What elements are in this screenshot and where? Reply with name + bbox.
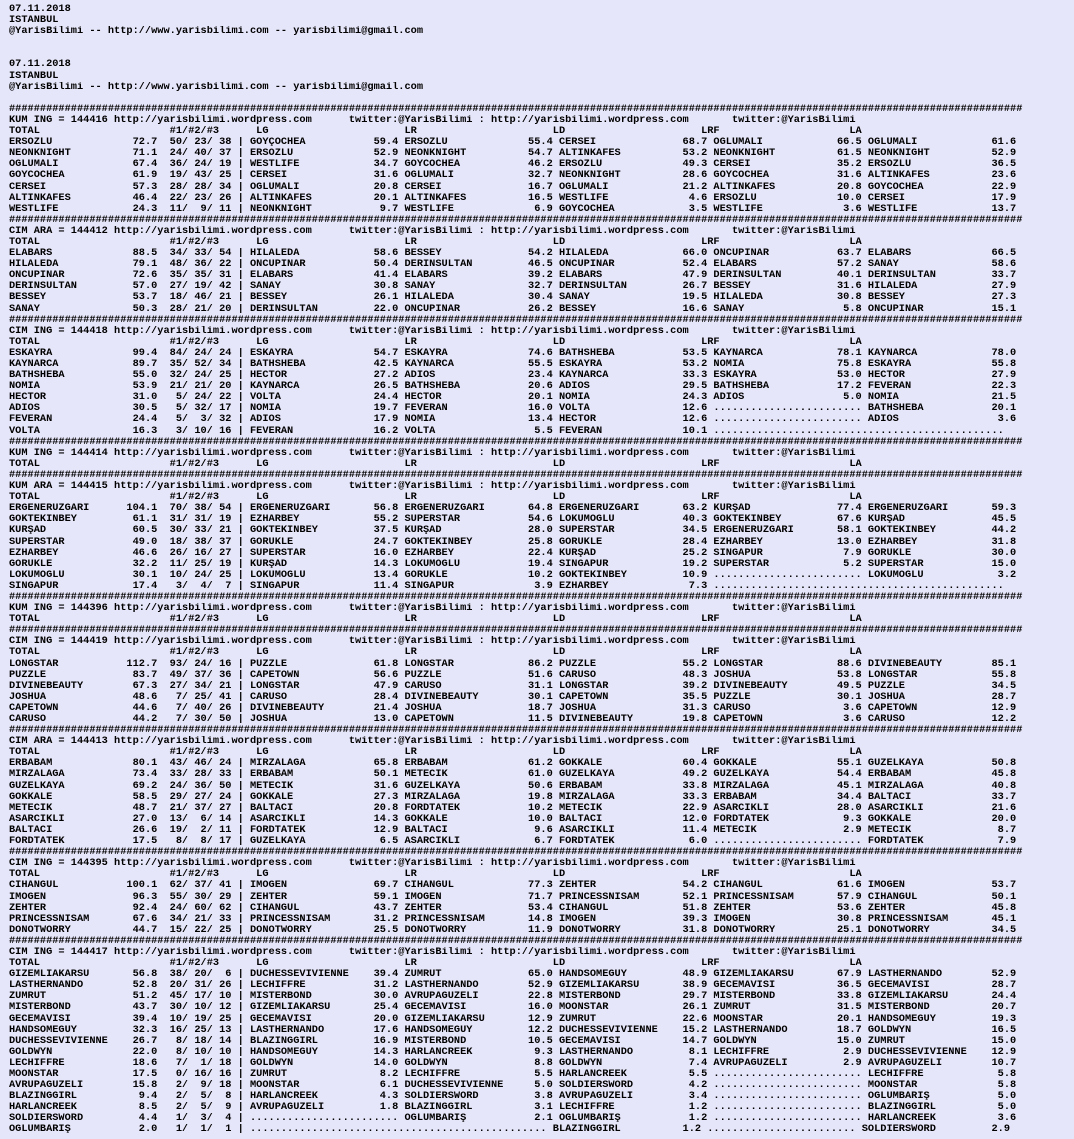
report-line: IMOGEN 96.3 55/ 30/ 29 | ZEHTER 59.1 IMOGEN 71.7 PRINCESSNİSAM 52.1 PRINCESSNİSAM 57.9 CİHANGÜL 50.1 xyxy=(9,891,1017,903)
report-line: ZÜMRÜT 51.2 45/ 17/ 10 | MISTERBOND 30.0 AVRUPAGÜZELİ 22.8 MISTERBOND 29.7 MISTERBOND 33.8 GİZEMLİAKARSU 24.4 xyxy=(9,991,1017,1003)
separator-line: #################################################################################################################################################################### xyxy=(9,214,1023,226)
report-line: SİNGAPUR 17.4 3/ 4/ 7 | SİNGAPUR 11.4 SİNGAPUR 3.9 EZHARBEY 7.3 ............................................... xyxy=(9,580,1004,592)
report-line: CERSEI 57.3 28/ 28/ 34 | OGLUMALİ 20.8 CERSEI 16.7 OGLUMALİ 21.2 ALTINKAFES 20.8 GOYCOCHEA 22.9 xyxy=(9,181,1017,193)
report-line: CAPETOWN 44.6 7/ 40/ 26 | DIVINEBEAUTY 21.4 JOSHUA 18.7 JOSHUA 31.3 CARUSO 3.6 CAPETOWN 12.9 xyxy=(9,702,1017,714)
report-line: HARLANCREEK 8.5 2/ 5/ 9 | AVRUPAGÜZELİ 1.8 BLAZINGGIRL 3.1 LECHIFFRE 1.2 ........................ BLAZINGGIRL 5.0 xyxy=(9,1102,1017,1114)
race-header-line: CIM ING = 144418 http://yarisbilimi.wordpress.com twitter:@YarisBilimi : http://yarisbilimi.wordpress.com twitter:@YarisBilimi xyxy=(9,325,856,337)
date-line: 07.11.2018 xyxy=(9,59,71,71)
report-line: BLAZINGGIRL 9.4 2/ 5/ 8 | HARLANCREEK 4.3 SOLDIERSWORD 3.8 AVRUPAGÜZELİ 3.4 ........................ OGLUMBARIŞ 5.0 xyxy=(9,1091,1017,1103)
report-line: WESTLIFE 24.3 11/ 9/ 11 | NEONKNIGHT 9.7 WESTLIFE 6.9 GOYCOCHEA 3.5 WESTLIFE 3.6 WESTLIFE 13.7 xyxy=(9,203,1017,215)
report-line: ERBABAM 80.1 43/ 46/ 24 | MIRZALAGA 65.8 ERBABAM 61.2 GÖKKALE 60.4 GÖKKALE 55.1 GÜZELKAYA 50.8 xyxy=(9,758,1017,770)
report-line: ISTANBUL xyxy=(9,15,59,27)
column-header-line: TOTAL #1/#2/#3 LG LR LD LRF LA xyxy=(9,336,862,348)
report-line: GOYCOCHEA 61.9 19/ 43/ 25 | CERSEI 31.6 OGLUMALİ 32.7 NEONKNIGHT 28.6 GOYCOCHEA 31.6 ALTINKAFES 23.6 xyxy=(9,170,1017,182)
race-header-line: KUM ING = 144414 http://yarisbilimi.wordpress.com twitter:@YarisBilimi : http://yarisbilimi.wordpress.com twitter:@YarisBilimi xyxy=(9,447,856,459)
report-line: MOONSTAR 17.5 0/ 16/ 16 | ZÜMRÜT 8.2 LECHIFFRE 5.5 HARLANCREEK 5.5 ........................ LECHIFFRE 5.8 xyxy=(9,1069,1017,1080)
report-line: CARUSO 44.2 7/ 30/ 50 | JOSHUA 13.0 CAPETOWN 11.5 DIVINEBEAUTY 19.8 CAPETOWN 3.6 CARUSO 12.2 xyxy=(9,714,1017,725)
report-line: HİLALEDA 79.1 48/ 36/ 22 | ONCUPINAR 50.4 DERİNSULTAN 46.5 ONCUPINAR 52.4 ELABARS 57.2 SANAY 58.6 xyxy=(9,259,1017,271)
report-line: ONCUPINAR 72.6 35/ 35/ 31 | ELABARS 41.4 ELABARS 39.2 ELABARS 47.9 DERİNSULTAN 40.1 DERİNSULTAN 33.7 xyxy=(9,270,1017,282)
race-header-line: CIM ING = 144419 http://yarisbilimi.wordpress.com twitter:@YarisBilimi : http://yarisbilimi.wordpress.com twitter:@YarisBilimi xyxy=(9,636,856,648)
separator-line: #################################################################################################################################################################### xyxy=(9,436,1023,448)
report-line: FEVERAN 24.4 5/ 3/ 32 | ADIOS 17.9 NOMIA 13.4 HECTOR 12.6 ........................ ADIOS 3.6 xyxy=(9,414,1017,426)
column-header-line: TOTAL #1/#2/#3 LG LR LD LRF LA xyxy=(9,458,862,470)
report-line: GİZEMLİAKARSU 56.8 38/ 20/ 6 | DUCHESSEVIVIENNE 39.4 ZÜMRÜT 65.0 HANDSOMEGUY 48.9 GİZEMLİAKARSU 67.9 LASTHERNANDO 52.9 xyxy=(9,969,1017,981)
date-line: 07.11.2018 xyxy=(9,4,71,15)
contact-line: @YarisBilimi -- http://www.yarisbilimi.com -- yarisbilimi@gmail.com xyxy=(9,81,424,93)
report-line: LONGSTAR 112.7 93/ 24/ 16 | PUZZLE 61.8 LONGSTAR 86.2 PUZZLE 55.2 LONGSTAR 88.6 DIVINEBEAUTY 85.1 xyxy=(9,658,1017,670)
report-line: NOMIA 53.9 21/ 21/ 20 | KAYNARCA 26.5 BATHSHEBA 20.6 ADIOS 29.5 BATHSHEBA 17.2 FEVERAN 22.3 xyxy=(9,381,1017,393)
report-line: BATHSHEBA 55.0 32/ 24/ 25 | HECTOR 27.2 ADIOS 23.4 KAYNARCA 33.3 ESKAYRA 53.0 HECTOR 27.9 xyxy=(9,370,1017,382)
report-line: HECTOR 31.0 5/ 24/ 22 | VOLTA 24.4 HECTOR 20.1 NOMIA 24.3 ADIOS 5.0 NOMIA 21.5 xyxy=(9,392,1017,404)
contact-line: @YarisBilimi -- http://www.yarisbilimi.com -- yarisbilimi@gmail.com xyxy=(9,26,424,38)
separator-line: #################################################################################################################################################################### xyxy=(9,847,1023,859)
report-line: KURŞAD 60.5 30/ 33/ 21 | GÖKTEKİNBEY 37.5 KURŞAD 28.0 SÜPERSTAR 34.5 ERGENERÜZGARI 58.1 GÖKTEKİNBEY 44.2 xyxy=(9,525,1017,537)
report-line: PUZZLE 83.7 49/ 37/ 36 | CAPETOWN 56.6 PUZZLE 51.6 CARUSO 48.3 JOSHUA 53.8 LONGSTAR 55.8 xyxy=(9,669,1017,681)
report-line: SANAY 50.3 28/ 21/ 20 | DERİNSULTAN 22.0 ONCUPINAR 26.2 BESSEY 16.6 SANAY 5.8 ONCUPINAR 15.1 xyxy=(9,303,1017,315)
report-line: HANDSOMEGUY 32.3 16/ 25/ 13 | LASTHERNANDO 17.6 HANDSOMEGUY 12.2 DUCHESSEVIVIENNE 15.2 LASTHERNANDO 18.7 GOLDWYN 16.5 xyxy=(9,1024,1017,1036)
race-header-line: KUM ING = 144396 http://yarisbilimi.wordpress.com twitter:@YarisBilimi : http://yarisbilimi.wordpress.com twitter:@YarisBilimi xyxy=(9,603,856,615)
report-line: KAYNARCA 89.7 35/ 52/ 34 | BATHSHEBA 42.5 KAYNARCA 55.5 ESKAYRA 53.2 NOMIA 75.8 ESKAYRA 55.8 xyxy=(9,359,1017,370)
report-line: ALTINKAFES 46.4 22/ 23/ 26 | ALTINKAFES 20.1 ALTINKAFES 16.5 WESTLIFE 4.6 ERSÖZLÜ 10.0 CERSEI 17.9 xyxy=(9,192,1017,204)
report-line: EZHARBEY 46.6 26/ 16/ 27 | SÜPERSTAR 16.0 EZHARBEY 22.4 KURŞAD 25.2 SİNGAPUR 7.9 GÖRÜKLE 30.0 xyxy=(9,547,1017,559)
report-line: ASARCIKLI 27.0 13/ 6/ 14 | ASARCIKLI 14.3 GÖKKALE 10.0 BALTACI 12.0 FORDTATEK 9.3 GÖKKALE 20.0 xyxy=(9,813,1017,825)
report-line: PRINCESSNİSAM 67.6 34/ 21/ 33 | PRINCESSNİSAM 31.2 PRINCESSNİSAM 14.8 IMOGEN 39.3 IMOGEN 30.8 PRINCESSNİSAM 45.1 xyxy=(9,913,1017,925)
report-line: DERİNSULTAN 57.0 27/ 19/ 42 | SANAY 30.8 SANAY 32.7 DERİNSULTAN 26.7 BESSEY 31.6 HİLALEDA 27.9 xyxy=(9,281,1017,293)
blank-line xyxy=(9,48,1074,59)
separator-line: #################################################################################################################################################################### xyxy=(9,103,1023,115)
column-header-line: TOTAL #1/#2/#3 LG LR LD LRF LA xyxy=(9,958,862,970)
report-line: ERGENERÜZGARI 104.1 70/ 38/ 54 | ERGENERÜZGARI 56.8 ERGENERÜZGARI 64.8 ERGENERÜZGARI 63.2 KURŞAD 77.4 ERGENERÜZGARI 59.3 xyxy=(9,503,1017,515)
report-line: MISTERBOND 43.7 30/ 10/ 12 | GİZEMLİAKARSU 25.4 GECEMAVİSİ 16.0 MOONSTAR 26.1 ZÜMRÜT 31.5 MISTERBOND 20.7 xyxy=(9,1002,1017,1014)
report-line: ESKAYRA 99.4 84/ 24/ 24 | ESKAYRA 54.7 ESKAYRA 74.6 BATHSHEBA 53.5 KAYNARCA 78.1 KAYNARCA 78.0 xyxy=(9,347,1017,359)
report-line: SÜPERSTAR 49.0 18/ 38/ 37 | GÖRÜKLE 24.7 GÖKTEKİNBEY 25.8 GÖRÜKLE 28.4 EZHARBEY 13.0 EZHARBEY 31.8 xyxy=(9,536,1017,548)
race-header-line: KUM ARA = 144415 http://yarisbilimi.wordpress.com twitter:@YarisBilimi : http://yarisbilimi.wordpress.com twitter:@YarisBilimi xyxy=(9,481,856,493)
report-line: OGLUMBARIŞ 2.0 1/ 1/ 1 | ................................................ BLAZINGGIRL 1.2 ........................ SOLDIERSWORD 2.9 xyxy=(9,1124,1011,1136)
report-line: FORDTATEK 17.5 8/ 8/ 17 | GÜZELKAYA 6.5 ASARCIKLI 6.7 FORDTATEK 6.0 ........................ FORDTATEK 7.9 xyxy=(9,836,1017,848)
report-line: ZEHTER 92.4 24/ 60/ 62 | CİHANGÜL 43.7 ZEHTER 53.4 CİHANGÜL 51.8 ZEHTER 53.6 ZEHTER 45.8 xyxy=(9,902,1017,914)
report-line: GÖRÜKLE 32.2 11/ 25/ 19 | KURŞAD 14.3 LOKUMOGLU 19.4 SİNGAPUR 19.2 SÜPERSTAR 5.2 SÜPERSTAR 15.0 xyxy=(9,558,1017,570)
race-header-line: CIM ARA = 144412 http://yarisbilimi.wordpress.com twitter:@YarisBilimi : http://yarisbilimi.wordpress.com twitter:@YarisBilimi xyxy=(9,225,856,237)
report-line: MIRZALAGA 73.4 33/ 28/ 33 | ERBABAM 50.1 METECİK 61.0 GÜZELKAYA 49.2 GÜZELKAYA 54.4 ERBABAM 45.8 xyxy=(9,769,1017,781)
separator-line: #################################################################################################################################################################### xyxy=(9,469,1023,481)
report-line: ELABARS 88.5 34/ 33/ 54 | HİLALEDA 58.6 BESSEY 54.2 HİLALEDA 66.0 ONCUPINAR 63.7 ELABARS 66.5 xyxy=(9,248,1017,260)
report-line: METECİK 48.7 21/ 37/ 27 | BALTACI 20.8 FORDTATEK 10.2 METECİK 22.9 ASARCIKLI 28.0 ASARCIKLI 21.6 xyxy=(9,802,1017,814)
report-line: NEONKNIGHT 71.1 24/ 40/ 37 | ERSÖZLÜ 52.9 NEONKNIGHT 54.7 ALTINKAFES 53.2 NEONKNIGHT 61.5 NEONKNIGHT 52.9 xyxy=(9,148,1017,160)
report-line: ISTANBUL xyxy=(9,70,59,82)
report-line: JOSHUA 48.6 7/ 25/ 41 | CARUSO 28.4 DIVINEBEAUTY 30.1 CAPETOWN 35.5 PUZZLE 30.1 JOSHUA 28.7 xyxy=(9,691,1017,703)
race-header-line: CIM ARA = 144413 http://yarisbilimi.wordpress.com twitter:@YarisBilimi : http://yarisbilimi.wordpress.com twitter:@YarisBilimi xyxy=(9,736,856,748)
report-line: ERSOZLÜ 72.7 50/ 23/ 38 | GOYÇOCHEA 59.4 ERSÖZLÜ 55.4 CERSEI 68.7 OGLUMALİ 66.5 OGLUMALİ 61.6 xyxy=(9,137,1017,149)
report-line: BALTACI 26.6 19/ 2/ 11 | FORDTATEK 12.9 BALTACI 9.6 ASARCIKLI 11.4 METECİK 2.9 METECİK 8.7 xyxy=(9,824,1017,836)
column-header-line: TOTAL #1/#2/#3 LG LR LD LRF LA xyxy=(9,747,862,759)
report-line: LOKUMOGLU 30.1 10/ 24/ 25 | LOKUMOGLU 13.4 GÖRÜKLE 10.2 GÖKTEKİNBEY 10.9 ........................ LOKUMOGLU 3.2 xyxy=(9,569,1017,581)
report-line: LECHIFFRE 18.6 7/ 1/ 18 | GOLDWYN 14.0 GOLDWYN 8.8 GOLDWYN 7.4 AVRUPAGÜZELİ 2.9 AVRUPAGÜZELİ 10.7 xyxy=(9,1057,1017,1069)
race-header-line: CIM ING = 144395 http://yarisbilimi.wordpress.com twitter:@YarisBilimi : http://yarisbilimi.wordpress.com twitter:@YarisBilimi xyxy=(9,858,856,870)
separator-line: #################################################################################################################################################################### xyxy=(9,625,1023,637)
report-line: LASTHERNANDO 52.8 20/ 31/ 26 | LECHIFFRE 31.2 LASTHERNANDO 52.9 GİZEMLİAKARSU 38.9 GECEMAVİSİ 36.5 GECEMAVİSİ 28.7 xyxy=(9,980,1017,992)
report-line: SOLDIERSWORD 4.4 1/ 3/ 4 | ........................ OGLUMBARIŞ 2.1 OGLUMBARIŞ 1.2 ........................ HARLANCREEK 3.6 xyxy=(9,1113,1017,1125)
separator-line: #################################################################################################################################################################### xyxy=(9,591,1023,603)
report-line: GÜZELKAYA 69.2 24/ 36/ 50 | METECİK 31.6 GÜZELKAYA 50.6 ERBABAM 33.8 MIRZALAGA 45.1 MIRZALAGA 40.8 xyxy=(9,780,1017,792)
report-line: OGLUMALİ 67.4 36/ 24/ 19 | WESTLIFE 34.7 GOYCOCHEA 46.2 ERSÖZLÜ 49.3 CERSEI 35.2 ERSÖZLÜ 36.5 xyxy=(9,159,1017,171)
report-line: DUCHESSEVIVIENNE 26.7 8/ 18/ 14 | BLAZINGGIRL 16.9 MISTERBOND 10.5 GECEMAVİSİ 14.7 GOLDWYN 15.0 ZÜMRÜT 15.0 xyxy=(9,1035,1017,1047)
column-header-line: TOTAL #1/#2/#3 LG LR LD LRF LA xyxy=(9,614,862,626)
report-line: DONOTWORRY 44.7 15/ 22/ 25 | DONOTWORRY 25.5 DONOTWORRY 11.9 DONOTWORRY 31.8 DONOTWORRY 25.1 DONOTWORRY 34.5 xyxy=(9,924,1017,936)
race-header-line: KUM ING = 144416 http://yarisbilimi.wordpress.com twitter:@YarisBilimi : http://yarisbilimi.wordpress.com twitter:@YarisBilimi xyxy=(9,114,856,126)
report-line: CİHANGÜL 100.1 62/ 37/ 41 | IMOGEN 69.7 CİHANGÜL 77.3 ZEHTER 54.2 CİHANGÜL 61.6 IMOGEN 53.7 xyxy=(9,880,1017,892)
blank-line xyxy=(9,93,1074,104)
column-header-line: TOTAL #1/#2/#3 LG LR LD LRF LA xyxy=(9,126,862,138)
report-line: GÖKKALE 58.5 29/ 27/ 24 | GÖKKALE 27.3 MIRZALAGA 19.8 MIRZALAGA 33.3 ERBABAM 34.4 BALTACI 33.7 xyxy=(9,791,1017,803)
separator-line: #################################################################################################################################################################### xyxy=(9,725,1023,737)
separator-line: #################################################################################################################################################################### xyxy=(9,935,1023,947)
column-header-line: TOTAL #1/#2/#3 LG LR LD LRF LA xyxy=(9,236,862,248)
report-line: VOLTA 16.3 3/ 10/ 16 | FEVERAN 16.2 VOLTA 5.5 FEVERAN 10.1 ............................................... xyxy=(9,425,1004,437)
blank-line xyxy=(9,37,1074,48)
report-line: AVRUPAGÜZELİ 15.8 2/ 9/ 18 | MOONSTAR 6.1 DUCHESSEVIVIENNE 5.0 SOLDIERSWORD 4.2 ........................ MOONSTAR 5.8 xyxy=(9,1080,1017,1092)
separator-line: #################################################################################################################################################################### xyxy=(9,314,1023,326)
report-line: BESSEY 53.7 18/ 46/ 21 | BESSEY 26.1 HİLALEDA 30.4 SANAY 19.5 HİLALEDA 30.8 BESSEY 27.3 xyxy=(9,292,1017,304)
report-line: DIVINEBEAUTY 67.3 27/ 34/ 21 | LONGSTAR 47.9 CARUSO 31.1 LONGSTAR 39.2 DIVINEBEAUTY 49.5 PUZZLE 34.5 xyxy=(9,680,1017,692)
column-header-line: TOTAL #1/#2/#3 LG LR LD LRF LA xyxy=(9,492,862,504)
report-line: GECEMAVİSİ 39.4 10/ 19/ 25 | GECEMAVİSİ 20.0 GİZEMLİAKARSU 12.9 ZÜMRÜT 22.6 MOONSTAR 20.1 HANDSOMEGUY 19.3 xyxy=(9,1013,1017,1025)
report-line: GOLDWYN 22.0 8/ 10/ 10 | HANDSOMEGUY 14.3 HARLANCREEK 9.3 LASTHERNANDO 8.1 LECHIFFRE 2.9 DUCHESSEVIVIENNE 12.9 xyxy=(9,1046,1017,1058)
column-header-line: TOTAL #1/#2/#3 LG LR LD LRF LA xyxy=(9,869,862,881)
column-header-line: TOTAL #1/#2/#3 LG LR LD LRF LA xyxy=(9,647,862,659)
report-line: GÖKTEKİNBEY 61.1 31/ 31/ 19 | EZHARBEY 55.2 SÜPERSTAR 54.6 LOKUMOGLU 40.3 GÖKTEKİNBEY 67.6 KURŞAD 45.5 xyxy=(9,514,1017,526)
race-header-line: CIM ING = 144417 http://yarisbilimi.wordpress.com twitter:@YarisBilimi : http://yarisbilimi.wordpress.com twitter:@YarisBilimi xyxy=(9,946,856,958)
report-line: ADIOS 30.5 5/ 32/ 17 | NOMIA 19.7 FEVERAN 16.0 VOLTA 12.6 ........................ BATHSHEBA 20.1 xyxy=(9,403,1017,415)
